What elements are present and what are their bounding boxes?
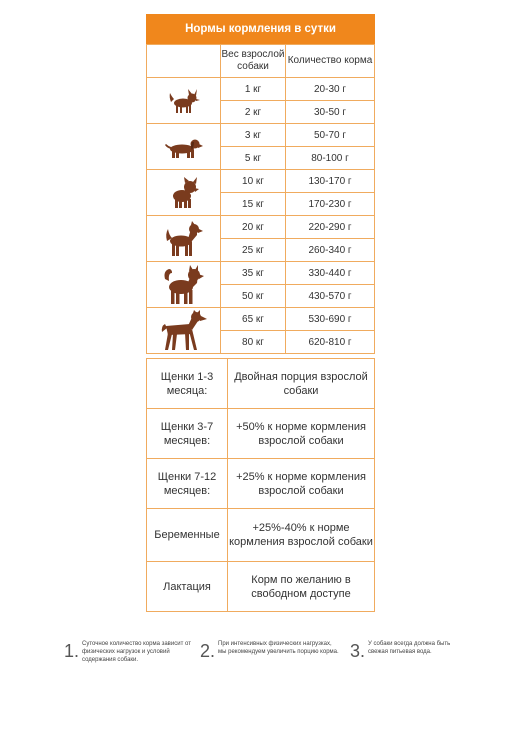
table-row	[147, 562, 375, 612]
amount-cell: 530-690 г	[286, 308, 375, 331]
dachshund-icon	[147, 124, 221, 170]
amount-cell: 80-100 г	[286, 147, 375, 170]
doberman-icon	[147, 308, 221, 354]
footnote-number: 2.	[200, 641, 216, 661]
norm-cell: +50% к норме кормления взрослой собаки	[228, 409, 375, 459]
amount-cell: 170-230 г	[286, 193, 375, 216]
norm-cell: +25% к норме кормления взрослой собаки	[228, 459, 375, 509]
amount-cell: 620-810 г	[286, 331, 375, 354]
weight-cell: 10 кг	[221, 170, 286, 193]
amount-cell: 130-170 г	[286, 170, 375, 193]
weight-cell: 80 кг	[221, 331, 286, 354]
group-cell: Беременные	[147, 509, 228, 562]
group-cell: Щенки 1-3 месяца:	[147, 359, 228, 409]
weight-cell: 15 кг	[221, 193, 286, 216]
group-cell: Лактация	[147, 562, 228, 612]
weight-cell: 5 кг	[221, 147, 286, 170]
footnote-text: Суточное количество корма зависит от физических нагрузок и условий содержания собаки.	[82, 641, 191, 663]
amount-cell: 330-440 г	[286, 262, 375, 285]
weight-cell: 2 кг	[221, 101, 286, 124]
table-row	[147, 409, 375, 459]
norm-cell: Корм по желанию в свободном доступе	[228, 562, 375, 612]
weight-cell: 65 кг	[221, 308, 286, 331]
table-row	[147, 459, 375, 509]
amount-cell: 20-30 г	[286, 78, 375, 101]
weight-cell: 35 кг	[221, 262, 286, 285]
feeding-table	[146, 44, 375, 354]
table-title: Нормы кормления в сутки	[146, 14, 375, 44]
table-header-row	[147, 45, 375, 78]
footnote	[64, 640, 192, 664]
table-row	[147, 124, 375, 147]
weight-cell: 3 кг	[221, 124, 286, 147]
norm-cell: Двойная порция взрослой собаки	[228, 359, 375, 409]
footnote-number: 3.	[350, 641, 366, 661]
weight-cell: 1 кг	[221, 78, 286, 101]
weight-cell: 25 кг	[221, 239, 286, 262]
norm-cell: +25%-40% к норме кормления взрослой собаки	[228, 509, 375, 562]
footnote-text: У собаки всегда должна быть свежая питьевая вода.	[368, 641, 451, 655]
footnote-number: 1.	[64, 641, 80, 661]
husky-icon	[147, 262, 221, 308]
footnote-text: При интенсивных физических нагрузках, мы рекомендуем увеличить порцию корма.	[218, 641, 339, 655]
group-cell: Щенки 7-12 месяцев:	[147, 459, 228, 509]
table-row	[147, 262, 375, 285]
chihuahua-icon	[147, 78, 221, 124]
amount-cell: 220-290 г	[286, 216, 375, 239]
special-norms-table	[146, 358, 375, 612]
icon-column-header	[147, 45, 221, 78]
weight-cell: 20 кг	[221, 216, 286, 239]
weight-cell: 50 кг	[221, 285, 286, 308]
amount-cell: 30-50 г	[286, 101, 375, 124]
table-row	[147, 78, 375, 101]
footnote	[350, 640, 460, 660]
shepherd-icon	[147, 216, 221, 262]
table-row	[147, 359, 375, 409]
table-row	[147, 509, 375, 562]
table-row	[147, 216, 375, 239]
amount-cell: 50-70 г	[286, 124, 375, 147]
amount-column-header: Количество корма	[286, 45, 375, 78]
weight-column-header: Вес взрослой собаки	[221, 45, 286, 78]
feeding-card	[146, 14, 375, 612]
amount-cell: 260-340 г	[286, 239, 375, 262]
group-cell: Щенки 3-7 месяцев:	[147, 409, 228, 459]
footnote	[200, 640, 340, 660]
amount-cell: 430-570 г	[286, 285, 375, 308]
table-row	[147, 308, 375, 331]
table-row	[147, 170, 375, 193]
french-bulldog-icon	[147, 170, 221, 216]
